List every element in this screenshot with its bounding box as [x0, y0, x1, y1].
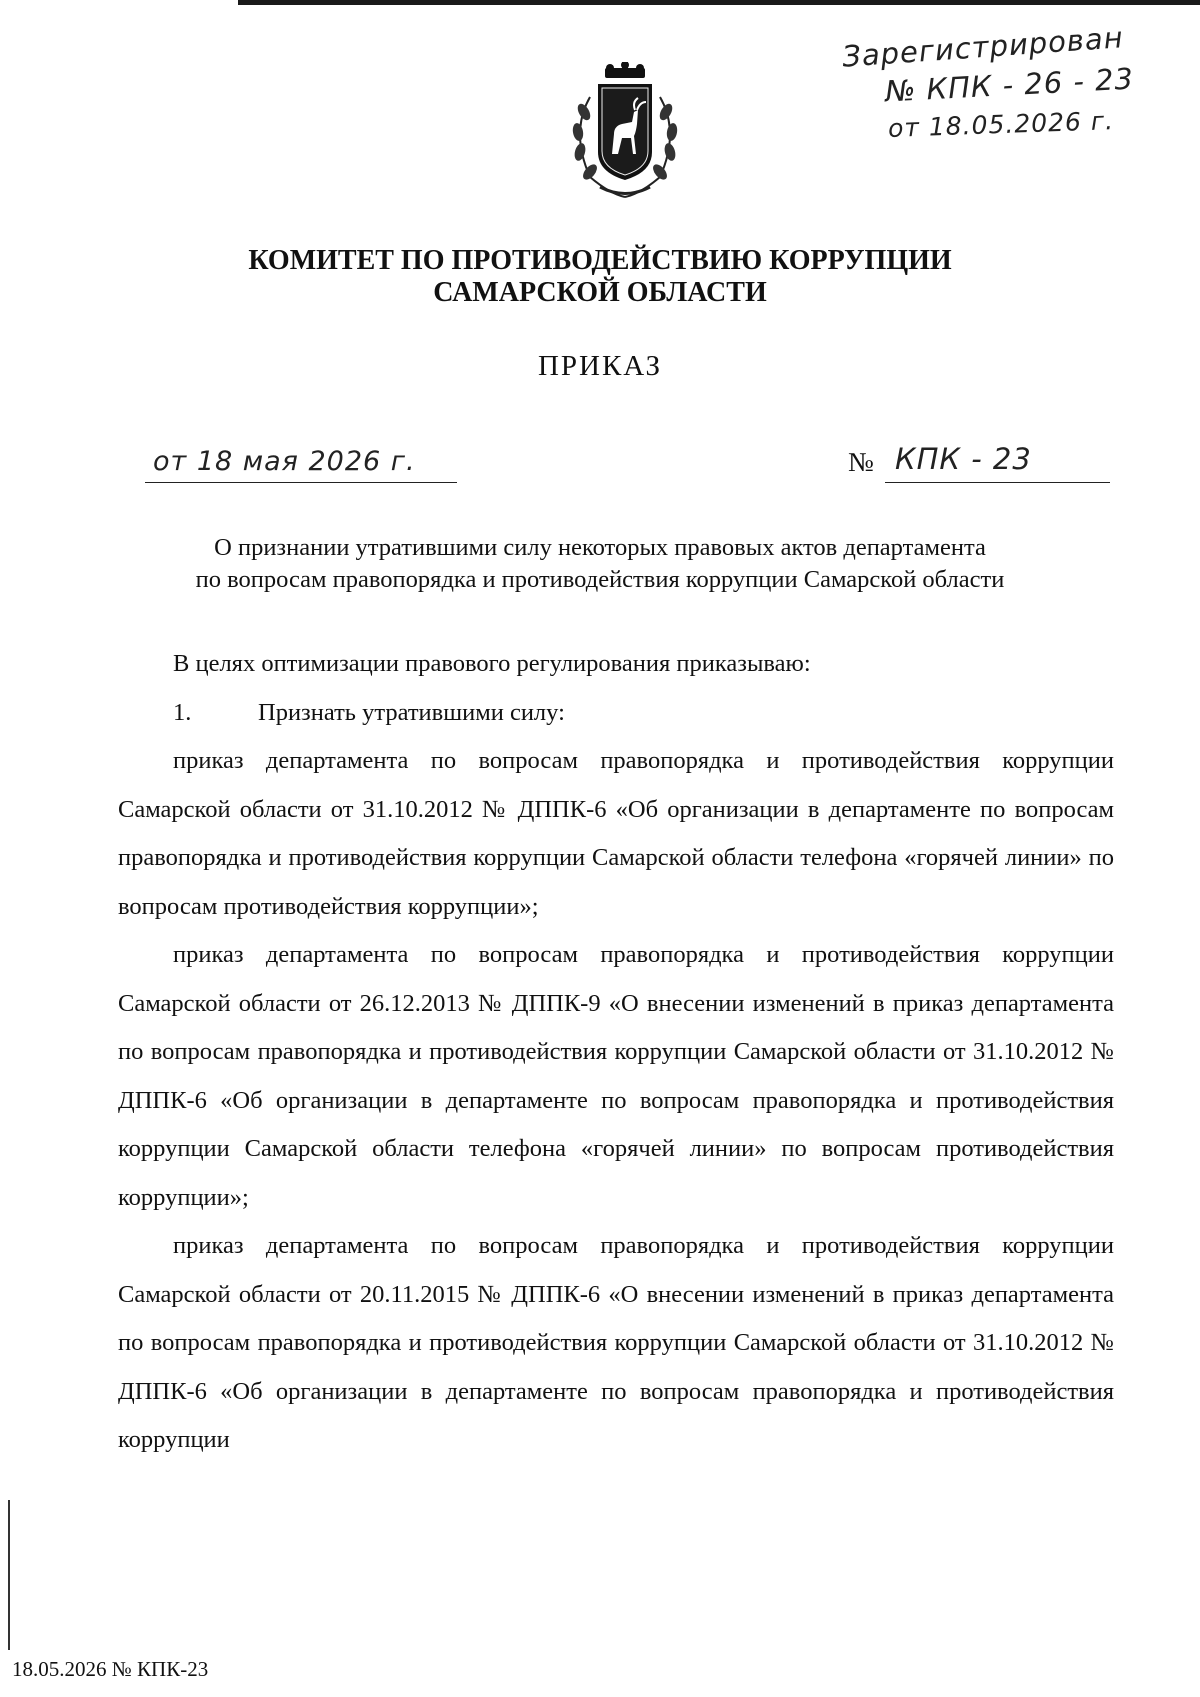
list-item [118, 689, 1114, 738]
footer-registration-number: 18.05.2026 № КПК-23 [12, 1657, 209, 1681]
scan-edge [8, 1500, 10, 1650]
body-paragraph: приказ департамента по вопросам правопорядка и противодействия коррупции Самарской области от 26.12.2013 № ДППК-9 «О внесении изменений в приказ департамента по вопросам правопорядка и противодействия коррупции Самарской области от 31.10.2012 № ДППК-6 «Об организации в департаменте по вопросам правопорядка и противодействия коррупции Самарской области телефона «горячей линии» по вопросам противодействия коррупции»; [118, 941, 1114, 1211]
document-type-title: ПРИКАЗ [537, 350, 663, 382]
organization-name [0, 245, 1200, 309]
item-number: 1. [173, 698, 192, 726]
subject-line1: О признании утратившими силу некоторых правовых актов департамента [214, 534, 986, 561]
subject-line2: по вопросам правопорядка и противодействия коррупции Самарской области [195, 566, 1005, 593]
body-paragraph: приказ департамента по вопросам правопорядка и противодействия коррупции Самарской области от 20.11.2015 № ДППК-6 «О внесении изменений в приказ департамента по вопросам правопорядка и противодействия коррупции Самарской области от 31.10.2012 № ДППК-6 «Об организации в департаменте по вопросам правопорядка и противодействия коррупции [118, 1232, 1114, 1453]
scan-edge [238, 0, 1200, 5]
organization-name-line2: САМАРСКОЙ ОБЛАСТИ [433, 277, 767, 308]
number-field [885, 442, 1110, 483]
document-body [118, 640, 1114, 1465]
registration-stamp-line1: Зарегистрирован [841, 20, 1125, 74]
coat-of-arms-emblem [560, 62, 690, 202]
document-subject [100, 532, 1100, 596]
body-paragraph: приказ департамента по вопросам правопорядка и противодействия коррупции Самарской области от 31.10.2012 № ДППК-6 «Об организации в департаменте по вопросам правопорядка и противодействия коррупции Самарской области телефона «горячей линии» по вопросам противодействия коррупции»; [118, 747, 1114, 920]
date-field [145, 448, 457, 483]
intro-paragraph: В целях оптимизации правового регулирования приказываю: [173, 650, 811, 677]
organization-name-line1: КОМИТЕТ ПО ПРОТИВОДЕЙСТВИЮ КОРРУПЦИИ [248, 245, 952, 276]
registration-stamp-line3: от 18.05.2026 г. [887, 106, 1115, 143]
date-handwritten: от 18 мая 2026 г. [153, 446, 416, 477]
registration-stamp-line2: № КПК - 26 - 23 [884, 61, 1135, 109]
number-handwritten: КПК - 23 [895, 442, 1032, 476]
item-text: Признать утратившими силу: [258, 698, 565, 726]
number-label: № [848, 447, 874, 477]
